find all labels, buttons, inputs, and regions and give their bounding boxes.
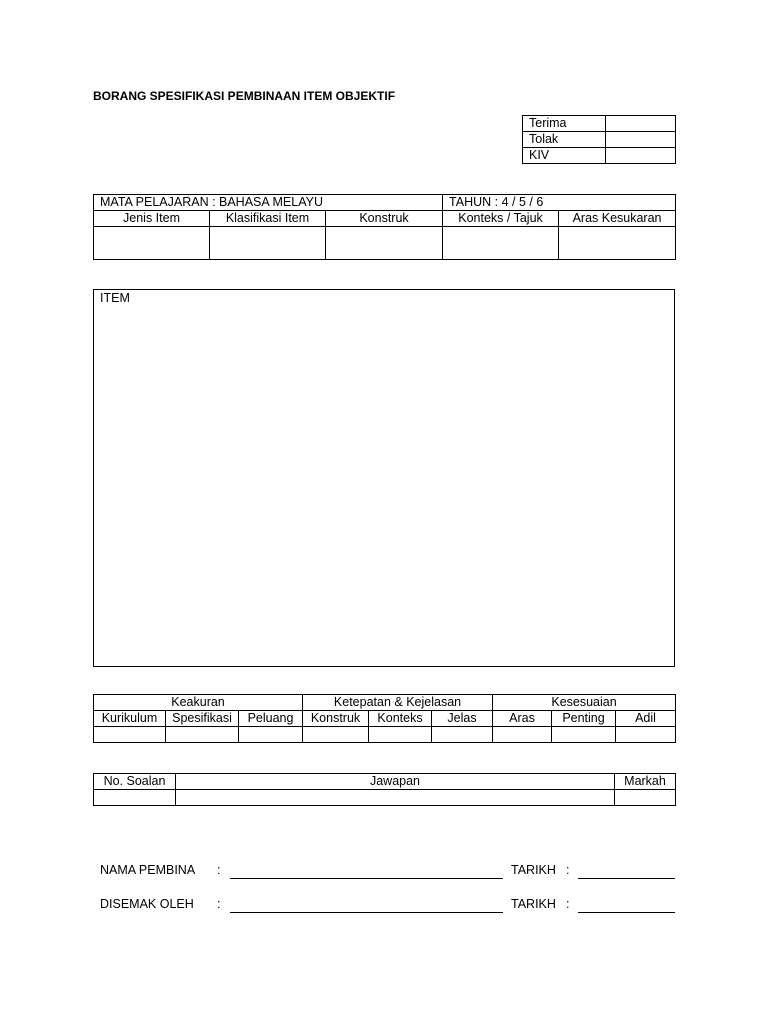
no-soalan-cell[interactable]	[94, 790, 176, 806]
nama-pembina-label: NAMA PEMBINA	[100, 863, 196, 877]
status-kiv-label: KIV	[523, 148, 606, 164]
klasifikasi-item-cell[interactable]	[210, 227, 326, 260]
header-markah: Markah	[615, 774, 676, 790]
aras-cell[interactable]	[493, 727, 552, 743]
sub-jelas: Jelas	[432, 711, 493, 727]
disemak-oleh-label: DISEMAK OLEH	[100, 897, 194, 911]
evaluation-table	[93, 694, 676, 743]
konteks-tajuk-cell[interactable]	[443, 227, 559, 260]
group-keakuran: Keakuran	[94, 695, 303, 711]
sub-kurikulum: Kurikulum	[94, 711, 166, 727]
status-table	[522, 115, 676, 164]
header-jawapan: Jawapan	[176, 774, 615, 790]
penting-cell[interactable]	[552, 727, 616, 743]
konstruk-cell[interactable]	[326, 227, 443, 260]
header-konstruk: Konstruk	[326, 211, 443, 227]
form-title: BORANG SPESIFIKASI PEMBINAAN ITEM OBJEKTIF	[93, 89, 396, 103]
adil-cell[interactable]	[616, 727, 676, 743]
jawapan-cell[interactable]	[176, 790, 615, 806]
sub-penting: Penting	[552, 711, 616, 727]
konteks-cell[interactable]	[369, 727, 432, 743]
disemak-oleh-colon: :	[217, 897, 221, 911]
sub-aras: Aras	[493, 711, 552, 727]
jenis-item-cell[interactable]	[94, 227, 210, 260]
answer-table	[93, 773, 676, 806]
spesifikasi-cell[interactable]	[166, 727, 239, 743]
tarikh-line-2[interactable]	[578, 912, 675, 913]
tarikh-line-1[interactable]	[578, 878, 675, 879]
markah-cell[interactable]	[615, 790, 676, 806]
disemak-oleh-line[interactable]	[230, 912, 503, 913]
kurikulum-cell[interactable]	[94, 727, 166, 743]
nama-pembina-colon: :	[217, 863, 221, 877]
jelas-cell[interactable]	[432, 727, 493, 743]
peluang-cell[interactable]	[239, 727, 303, 743]
sub-peluang: Peluang	[239, 711, 303, 727]
aras-kesukaran-cell[interactable]	[559, 227, 676, 260]
item-box[interactable]	[93, 289, 675, 667]
status-terima-cell[interactable]	[606, 116, 676, 132]
header-konteks-tajuk: Konteks / Tajuk	[443, 211, 559, 227]
group-kesesuaian: Kesesuaian	[493, 695, 676, 711]
tarikh-colon-2: :	[566, 897, 570, 911]
header-aras-kesukaran: Aras Kesukaran	[559, 211, 676, 227]
konstruk-eval-cell[interactable]	[303, 727, 369, 743]
tarikh-label-2: TARIKH	[511, 897, 556, 911]
status-terima-label: Terima	[523, 116, 606, 132]
sub-konstruk: Konstruk	[303, 711, 369, 727]
header-no-soalan: No. Soalan	[94, 774, 176, 790]
header-jenis-item: Jenis Item	[94, 211, 210, 227]
meta-table	[93, 194, 676, 260]
tarikh-colon-1: :	[566, 863, 570, 877]
sub-adil: Adil	[616, 711, 676, 727]
nama-pembina-line[interactable]	[230, 878, 503, 879]
status-tolak-cell[interactable]	[606, 132, 676, 148]
sub-konteks: Konteks	[369, 711, 432, 727]
subject-label: MATA PELAJARAN : BAHASA MELAYU	[94, 195, 443, 211]
tarikh-label-1: TARIKH	[511, 863, 556, 877]
status-kiv-cell[interactable]	[606, 148, 676, 164]
year-label: TAHUN : 4 / 5 / 6	[443, 195, 676, 211]
header-klasifikasi-item: Klasifikasi Item	[210, 211, 326, 227]
group-ketepatan-kejelasan: Ketepatan & Kejelasan	[303, 695, 493, 711]
status-tolak-label: Tolak	[523, 132, 606, 148]
item-label: ITEM	[100, 291, 130, 305]
sub-spesifikasi: Spesifikasi	[166, 711, 239, 727]
